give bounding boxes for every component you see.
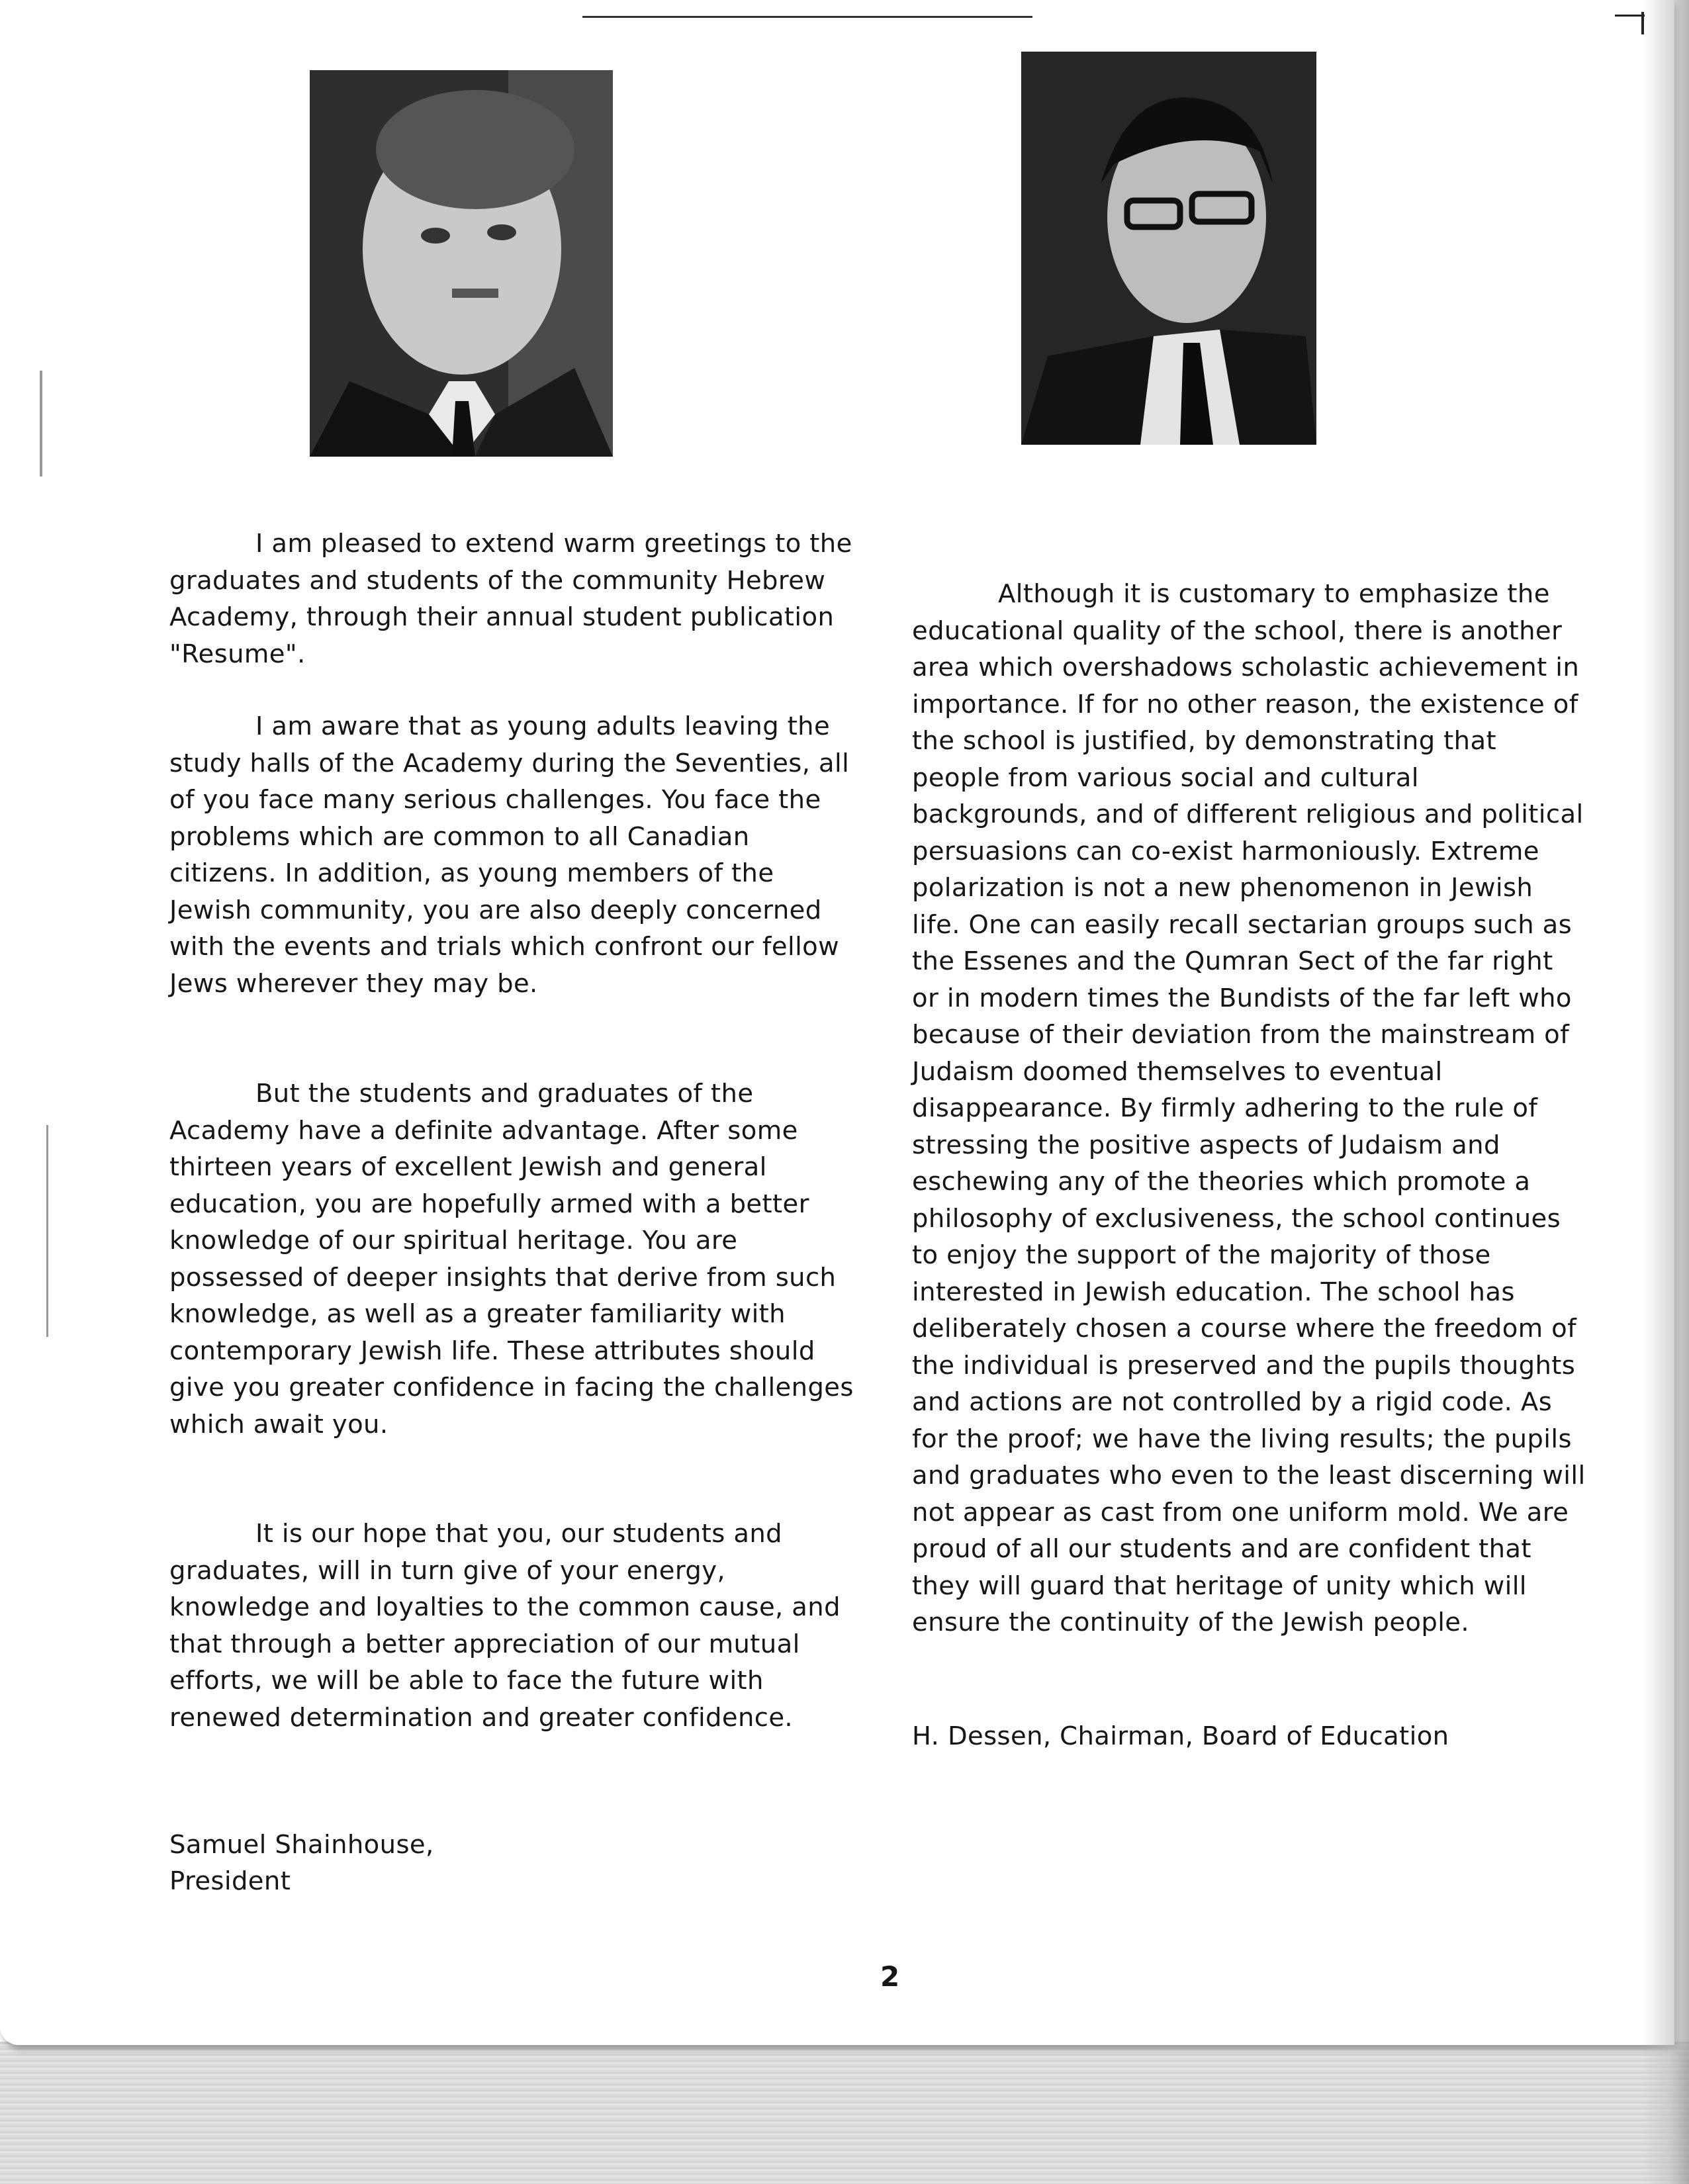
chairman-letter-paragraph: Although it is customary to emphasize the educational quality of the school, there is another area which overshadows scholastic achievement in importance. If for no other reason, the existence of the school is justified, by demonstrating that people from various social and cultural backgrounds, and of different religious and political persuasions can co-exist harmoniously. Extreme polarization is not a new phenomenon in Jewish life. One can easily recall sectarian groups such as the Essenes and the Qumran Sect of the far right or in modern times the Bundists of the far left who because of their deviation from the mainstream of Judaism doomed themselves to eventual disappearance. By firmly adhering to the rule of stressing the positive aspects of Judaism and eschewing any of the theories which promote a philosophy of exclusiveness, the school continues to enjoy the support of the majority of those interested in Jewish education. The school has deliberately chosen a course where the freedom of the individual is preserved and the pupils thoughts and actions are not controlled by a rigid code. As for the proof; we have the living results; the pupils and graduates who even to the least discerning will not appear as cast from one uniform mold. We are proud of all our students and are confident that they will guard that heritage of unity which will ensure the continuity of the Jewish people. [912,579,1586,1637]
top-rule [582,16,1032,18]
portrait-president [310,70,613,457]
corner-mark [1615,15,1645,17]
president-letter-paragraph: I am pleased to extend warm greetings to the graduates and students of the community Hebrew Academy, through their annual student publication "Resume". [169,529,852,669]
portrait-chairman [1021,52,1316,445]
president-letter-paragraph: I am aware that as young adults leaving the study halls of the Academy during the Seventies, all of you face many serious challenges. You face the problems which are common to all Canadian citizens. In addition, as young members of the Jewish community, you are also deeply concerned with the events and trials which confront our fellow Jews wherever they may be. [169,711,850,999]
president-letter [169,708,858,1002]
president-letter [169,525,858,672]
president-signature-name: Samuel Shainhouse, [169,1830,434,1860]
scan-bottom-edge [0,2042,1689,2184]
president-letter [169,1075,858,1443]
president-signature-title: President [169,1866,291,1896]
chairman-signature: H. Dessen, Chairman, Board of Education [912,1721,1449,1751]
president-letter [169,1516,858,1736]
page-number: 2 [880,1960,900,1993]
corner-mark [1641,12,1644,34]
portrait-president-image [310,70,613,457]
chairman-letter [912,576,1587,1641]
scan-left-mark [46,1125,48,1337]
president-letter-paragraph: But the students and graduates of the Academy have a definite advantage. After some thirteen years of excellent Jewish and general education, you are hopefully armed with a better knowledge of our spiritual heritage. You are possessed of deeper insights that derive from such knowledge, as well as a greater familiarity with contemporary Jewish life. These attributes should give you greater confidence in facing the challenges which await you. [169,1079,854,1439]
portrait-chairman-image [1021,52,1316,445]
president-letter-paragraph: It is our hope that you, our students and graduates, will in turn give of your energy, knowledge and loyalties to the common cause, and that through a better appreciation of our mutual efforts, we will be able to face the future with renewed determination and greater confidence. [169,1519,841,1733]
scan-right-edge [1643,0,1689,2184]
scan-left-mark [40,371,42,477]
